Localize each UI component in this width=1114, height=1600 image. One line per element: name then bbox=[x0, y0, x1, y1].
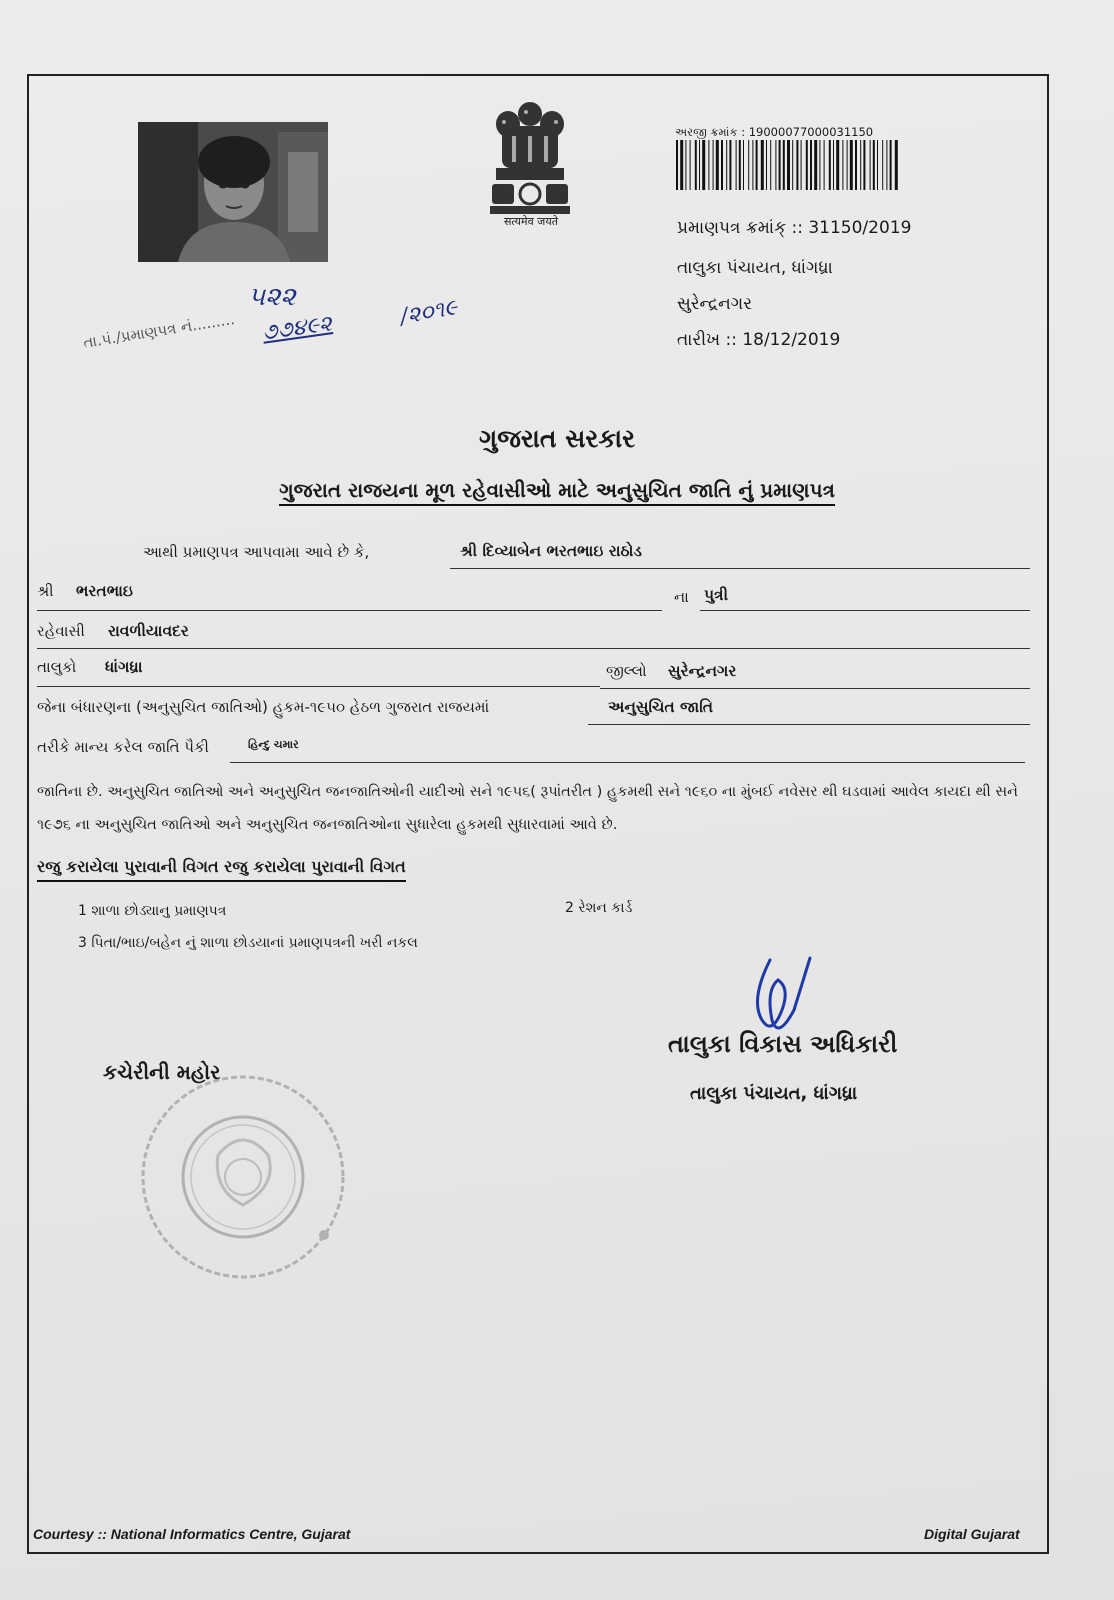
national-emblem-icon bbox=[482, 96, 578, 224]
handwritten-reference: ૭૭૪૯૨ bbox=[260, 311, 334, 346]
resident-value: રાવળીયાવદર bbox=[108, 622, 189, 640]
handwritten-year: /૨૦૧૯ bbox=[398, 295, 460, 330]
emblem-motto: सत्यमेव जयते bbox=[503, 215, 558, 228]
relation-value: પુત્રી bbox=[704, 586, 729, 604]
district-value: સુરેન્દ્રનગર bbox=[668, 662, 737, 680]
certificate-title: ગુજરાત રાજયના મૂળ રહેવાસીઓ માટે અનુસુચિત જાતિ નું પ્રમાણપત્ર bbox=[0, 478, 1114, 502]
caste-value: હિન્દુ ચમાર bbox=[248, 738, 299, 751]
government-title: ગુજરાત સરકાર bbox=[478, 424, 636, 453]
category-value: અનુસુચિત જાતિ bbox=[608, 698, 713, 716]
footer-courtesy: Courtesy :: National Informatics Centre, Gujarat bbox=[33, 1526, 351, 1542]
taluka-value: ધાંગધ્રા bbox=[105, 658, 143, 676]
signatory-title: તાલુકા વિકાસ અધિકારી bbox=[668, 1030, 898, 1058]
issue-date: તારીખ :: 18/12/2019 bbox=[677, 330, 841, 350]
footer-brand: Digital Gujarat bbox=[924, 1526, 1020, 1542]
evidence-item: 1 શાળા છોડ્યાનુ પ્રમાણપત્ર bbox=[78, 903, 227, 919]
resident-label: રહેવાસી bbox=[37, 622, 85, 640]
order-text: જેના બંધારણના (અનુસુચિત જાતિઓ) હુકમ-૧૯૫૦ હેઠળ ગુજરાત રાજયમાં bbox=[37, 698, 490, 716]
legal-paragraph: જાતિના છે. અનુસુચિત જાતિઓ અને અનુસુચિત જનજાતિઓની યાદીઓ સને ૧૯૫૬( રૂપાંતરીત ) હુકમથી સને ૧૯૬૦ ના મુંબઈ નવેસર થી ઘડવામાં આવેલ કાયદા થી સને ૧૯૭૬ ના અનુસુચિત જાતિઓ અને અનુસુચિત જનજાતિઓના સુધારેલા હુકમથી સુધારવામાં આવે છે. bbox=[37, 784, 1018, 833]
caste-label: તરીકે માન્ય કરેલ જાતિ પૈકી bbox=[37, 738, 209, 756]
seal-label: કચેરીની મહોર bbox=[103, 1060, 221, 1084]
barcode-icon bbox=[674, 140, 902, 190]
evidence-item: 3 પિતા/ભાઇ/બહેન નું શાળા છોડયાનાં પ્રમાણપત્રની ખરી નકલ bbox=[78, 935, 418, 951]
signatory-office: તાલુકા પંચાયત, ધાંગધ્રા bbox=[690, 1083, 858, 1104]
taluka-label: તાલુકો bbox=[37, 658, 77, 676]
father-label: શ્રી bbox=[37, 582, 54, 600]
evidence-item: 2 રેશન કાર્ડ bbox=[565, 900, 633, 916]
office-seal-icon bbox=[118, 1065, 358, 1285]
holder-name: શ્રી દિવ્યાબેન ભરતભાઇ રાઠોડ bbox=[460, 542, 642, 560]
relation-label: ના bbox=[674, 588, 689, 606]
father-name: ભરતભાઇ bbox=[76, 582, 133, 600]
application-number: અરજી ક્રમાંક : 19000077000031150 bbox=[675, 125, 874, 139]
applicant-photo bbox=[138, 122, 328, 262]
reference-label: તા.પં./પ્રમાણપત્ર નં......... bbox=[82, 310, 236, 352]
evidence-title: રજુ કરાયેલા પુરાવાની વિગત રજુ કરાયેલા પુરાવાની વિગત bbox=[37, 857, 406, 882]
issuing-district: સુરેન્દ્રનગર bbox=[677, 294, 752, 314]
handwritten-number: ૫૨૨ bbox=[248, 282, 296, 312]
district-label: જીલ્લો bbox=[606, 662, 647, 680]
certificate-number: પ્રમાણપત્ર ક્રમાંક્ :: 31150/2019 bbox=[677, 218, 912, 238]
issuing-office: તાલુકા પંચાયત, ધાંગધ્રા bbox=[677, 258, 833, 278]
intro-text: આથી પ્રમાણપત્ર આપવામા આવે છે કે, bbox=[143, 543, 370, 561]
